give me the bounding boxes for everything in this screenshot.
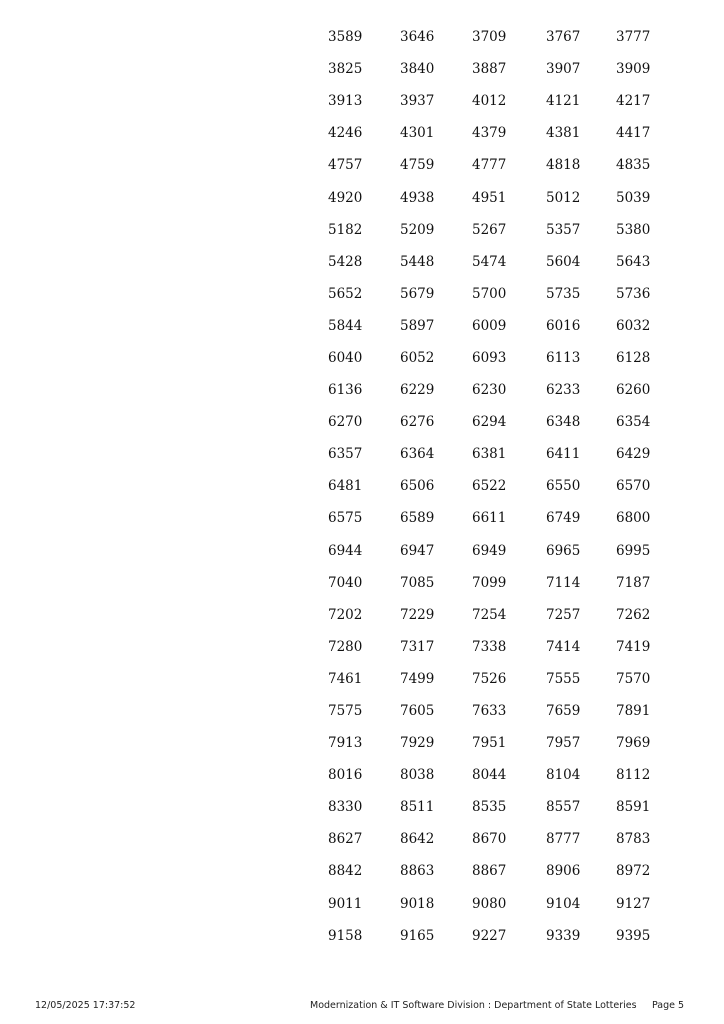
number-cell: 8591 [616, 799, 651, 816]
number-cell: 8016 [328, 767, 363, 784]
table-row [312, 727, 656, 759]
number-cell: 6113 [546, 349, 581, 366]
number-cell: 3913 [328, 93, 363, 110]
number-cell: 9104 [546, 895, 581, 912]
number-cell: 5209 [400, 221, 435, 238]
number-cell: 6550 [546, 478, 581, 495]
number-cell: 4835 [616, 157, 651, 174]
number-cell: 5267 [472, 221, 507, 238]
number-cell: 6128 [616, 349, 651, 366]
number-cell: 5844 [328, 317, 363, 334]
number-cell: 6348 [546, 414, 581, 431]
table-row [312, 888, 656, 920]
number-cell: 8867 [472, 863, 507, 880]
footer-timestamp: 12/05/2025 17:37:52 [35, 1000, 136, 1011]
number-cell: 4246 [328, 125, 363, 142]
table-row [312, 53, 656, 85]
table-row [312, 406, 656, 438]
table-row [312, 695, 656, 727]
number-cell: 8670 [472, 831, 507, 848]
number-cell: 7461 [328, 670, 363, 687]
table-row [312, 599, 656, 631]
number-cell: 5380 [616, 221, 651, 238]
number-cell: 8044 [472, 767, 507, 784]
number-cell: 3825 [328, 61, 363, 78]
number-cell: 7957 [546, 735, 581, 752]
number-cell: 8535 [472, 799, 507, 816]
number-cell: 9080 [472, 895, 507, 912]
table-row [312, 759, 656, 791]
number-cell: 4379 [472, 125, 507, 142]
number-cell: 6749 [546, 510, 581, 527]
number-cell: 4012 [472, 93, 507, 110]
number-cell: 9339 [546, 927, 581, 944]
number-cell: 8557 [546, 799, 581, 816]
number-cell: 5735 [546, 285, 581, 302]
number-cell: 6506 [400, 478, 435, 495]
number-cell: 8112 [616, 767, 651, 784]
table-row [312, 535, 656, 567]
table-row [312, 342, 656, 374]
table-row [312, 502, 656, 534]
number-cell: 6230 [472, 382, 507, 399]
number-cell: 7570 [616, 670, 651, 687]
number-cell: 7257 [546, 606, 581, 623]
number-cell: 6570 [616, 478, 651, 495]
number-cell: 8863 [400, 863, 435, 880]
number-cell: 3709 [472, 29, 507, 46]
number-cell: 5039 [616, 189, 651, 206]
number-cell: 9227 [472, 927, 507, 944]
number-cell: 5736 [616, 285, 651, 302]
number-cell: 9158 [328, 927, 363, 944]
number-cell: 6093 [472, 349, 507, 366]
number-cell: 6429 [616, 446, 651, 463]
number-cell: 4301 [400, 125, 435, 142]
number-cell: 5428 [328, 253, 363, 270]
number-cell: 5357 [546, 221, 581, 238]
number-cell: 5643 [616, 253, 651, 270]
number-cell: 8783 [616, 831, 651, 848]
number-cell: 7338 [472, 638, 507, 655]
number-cell: 7040 [328, 574, 363, 591]
number-cell: 6136 [328, 382, 363, 399]
table-row [312, 310, 656, 342]
number-cell: 6052 [400, 349, 435, 366]
table-row [312, 470, 656, 502]
number-cell: 7499 [400, 670, 435, 687]
number-cell: 7633 [472, 703, 507, 720]
number-cell: 7280 [328, 638, 363, 655]
number-cell: 5182 [328, 221, 363, 238]
number-cell: 4759 [400, 157, 435, 174]
number-cell: 5679 [400, 285, 435, 302]
footer-page-number: Page 5 [652, 1000, 685, 1011]
table-row [312, 117, 656, 149]
number-cell: 3907 [546, 61, 581, 78]
number-cell: 6229 [400, 382, 435, 399]
number-cell: 4951 [472, 189, 507, 206]
winning-numbers-body [312, 21, 656, 952]
number-cell: 3646 [400, 29, 435, 46]
number-cell: 6611 [472, 510, 507, 527]
table-row [312, 438, 656, 470]
number-cell: 7659 [546, 703, 581, 720]
number-cell: 6032 [616, 317, 651, 334]
number-cell: 3777 [616, 29, 651, 46]
number-cell: 8038 [400, 767, 435, 784]
number-cell: 6589 [400, 510, 435, 527]
number-cell: 4818 [546, 157, 581, 174]
number-cell: 3767 [546, 29, 581, 46]
number-cell: 5604 [546, 253, 581, 270]
number-cell: 4777 [472, 157, 507, 174]
number-cell: 6522 [472, 478, 507, 495]
table-row [312, 214, 656, 246]
number-cell: 6944 [328, 542, 363, 559]
number-cell: 4381 [546, 125, 581, 142]
number-cell: 9165 [400, 927, 435, 944]
number-cell: 3589 [328, 29, 363, 46]
number-cell: 8511 [400, 799, 435, 816]
number-cell: 6949 [472, 542, 507, 559]
number-cell: 7317 [400, 638, 435, 655]
number-cell: 7555 [546, 670, 581, 687]
number-cell: 5448 [400, 253, 435, 270]
number-cell: 3937 [400, 93, 435, 110]
number-cell: 6233 [546, 382, 581, 399]
number-cell: 9018 [400, 895, 435, 912]
number-cell: 7114 [546, 574, 581, 591]
number-cell: 7891 [616, 703, 651, 720]
table-row [312, 791, 656, 823]
number-cell: 4121 [546, 93, 581, 110]
number-cell: 5474 [472, 253, 507, 270]
number-cell: 8642 [400, 831, 435, 848]
table-row [312, 920, 656, 952]
number-cell: 5012 [546, 189, 581, 206]
number-cell: 6381 [472, 446, 507, 463]
table-row [312, 278, 656, 310]
number-cell: 8972 [616, 863, 651, 880]
number-cell: 5700 [472, 285, 507, 302]
number-cell: 7913 [328, 735, 363, 752]
number-cell: 3887 [472, 61, 507, 78]
number-cell: 8627 [328, 831, 363, 848]
number-cell: 7526 [472, 670, 507, 687]
number-cell: 8842 [328, 863, 363, 880]
number-cell: 4217 [616, 93, 651, 110]
number-cell: 5652 [328, 285, 363, 302]
number-cell: 4938 [400, 189, 435, 206]
number-cell: 8777 [546, 831, 581, 848]
number-cell: 6965 [546, 542, 581, 559]
number-cell: 4757 [328, 157, 363, 174]
number-cell: 9395 [616, 927, 651, 944]
table-row [312, 181, 656, 213]
number-cell: 3909 [616, 61, 651, 78]
number-cell: 7605 [400, 703, 435, 720]
number-cell: 4417 [616, 125, 651, 142]
winning-numbers-table [312, 21, 656, 952]
number-cell: 9127 [616, 895, 651, 912]
table-row [312, 21, 656, 53]
number-cell: 6276 [400, 414, 435, 431]
number-cell: 6364 [400, 446, 435, 463]
number-cell: 7414 [546, 638, 581, 655]
table-row [312, 246, 656, 278]
table-row [312, 663, 656, 695]
number-cell: 7202 [328, 606, 363, 623]
number-cell: 6354 [616, 414, 651, 431]
number-cell: 6481 [328, 478, 363, 495]
number-cell: 8330 [328, 799, 363, 816]
number-cell: 9011 [328, 895, 363, 912]
number-cell: 7929 [400, 735, 435, 752]
number-cell: 7187 [616, 574, 651, 591]
footer-organization: Modernization & IT Software Division : Department of State Lotteries [310, 1000, 637, 1011]
number-cell: 6009 [472, 317, 507, 334]
number-cell: 6357 [328, 446, 363, 463]
number-cell: 8906 [546, 863, 581, 880]
table-row [312, 149, 656, 181]
number-cell: 3840 [400, 61, 435, 78]
number-cell: 6016 [546, 317, 581, 334]
number-cell: 8104 [546, 767, 581, 784]
number-cell: 7419 [616, 638, 651, 655]
number-cell: 7575 [328, 703, 363, 720]
number-cell: 6411 [546, 446, 581, 463]
number-cell: 6800 [616, 510, 651, 527]
number-cell: 7262 [616, 606, 651, 623]
number-cell: 7951 [472, 735, 507, 752]
number-cell: 6995 [616, 542, 651, 559]
number-cell: 6575 [328, 510, 363, 527]
number-cell: 7969 [616, 735, 651, 752]
table-row [312, 631, 656, 663]
number-cell: 6294 [472, 414, 507, 431]
number-cell: 7099 [472, 574, 507, 591]
table-row [312, 823, 656, 855]
page-footer [0, 1000, 724, 1014]
table-row [312, 85, 656, 117]
number-cell: 6040 [328, 349, 363, 366]
table-row [312, 855, 656, 887]
number-cell: 4920 [328, 189, 363, 206]
number-cell: 6947 [400, 542, 435, 559]
number-cell: 6260 [616, 382, 651, 399]
number-cell: 5897 [400, 317, 435, 334]
table-row [312, 567, 656, 599]
table-row [312, 374, 656, 406]
number-cell: 7229 [400, 606, 435, 623]
number-cell: 7254 [472, 606, 507, 623]
number-cell: 7085 [400, 574, 435, 591]
number-cell: 6270 [328, 414, 363, 431]
